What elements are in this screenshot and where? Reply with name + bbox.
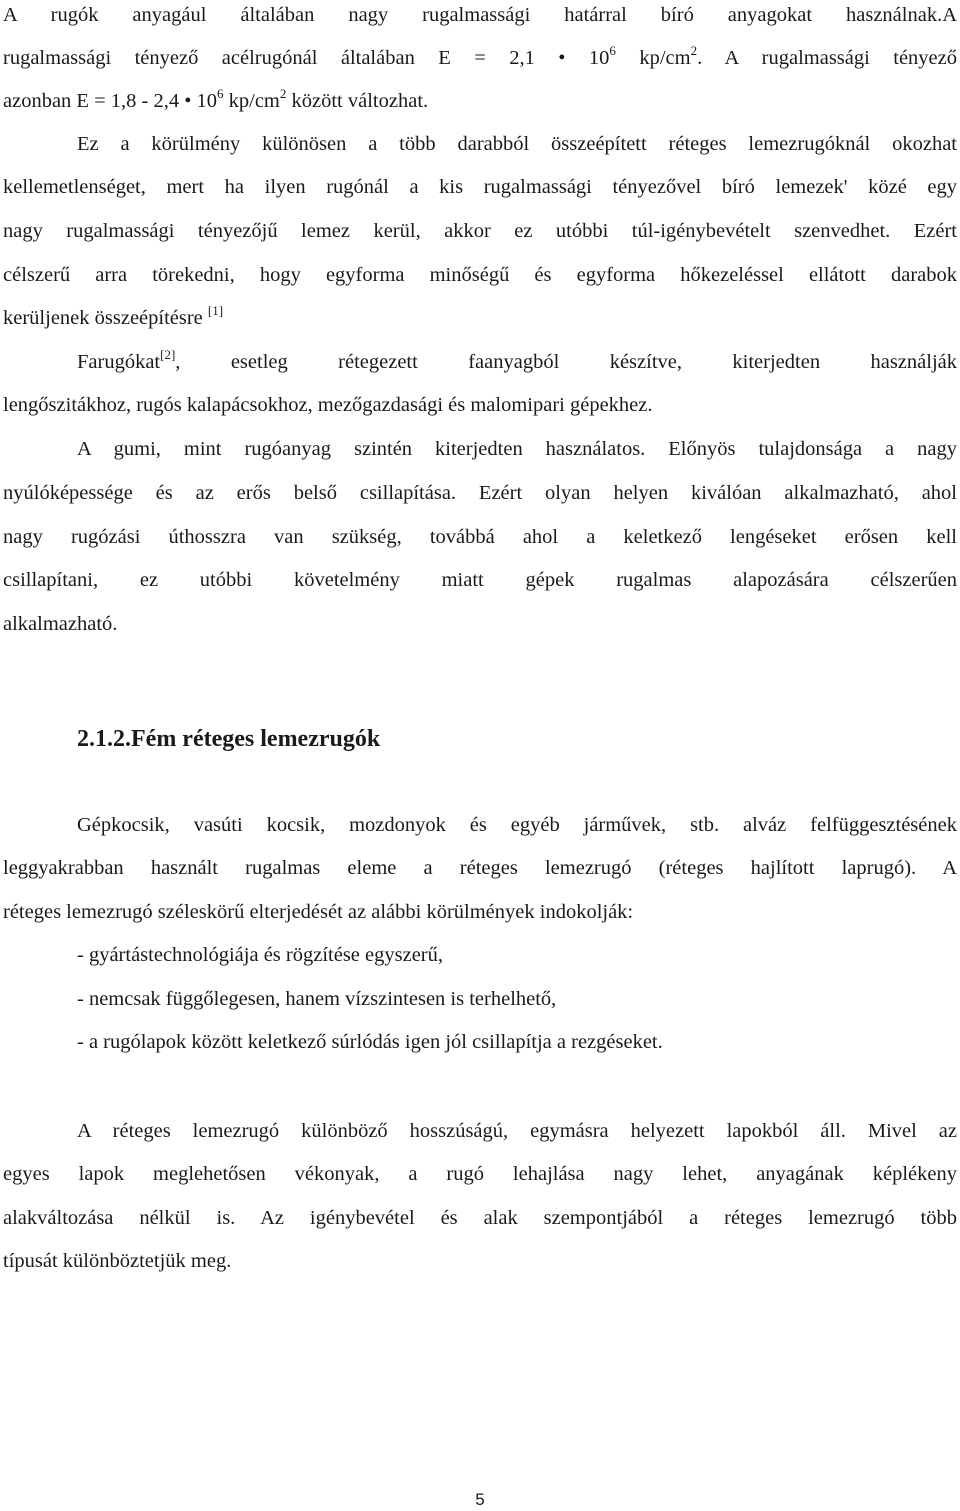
citation-superscript: [1] bbox=[207, 303, 224, 318]
superscript: 2 bbox=[690, 43, 698, 58]
paragraph-5-line-1: Gépkocsik, vasúti kocsik, mozdonyok és egyéb járművek, stb. alváz felfüggesztésének bbox=[77, 814, 957, 836]
page-number: 5 bbox=[475, 1490, 485, 1509]
paragraph-2-line-5 bbox=[3, 305, 957, 331]
text-span: kerüljenek összeépítésre bbox=[3, 307, 208, 329]
list-item: - gyártástechnológiája és rögzítése egyszerű, bbox=[77, 944, 443, 966]
paragraph-4-line-1: A gumi, mint rugóanyag szintén kiterjedten használatos. Előnyös tulajdonsága a nagy bbox=[77, 438, 957, 460]
paragraph-4-line-4: csillapítani, ez utóbbi követelmény miatt gépek rugalmas alapozására célszerűen bbox=[3, 569, 957, 591]
paragraph-2-line-1: Ez a körülmény különösen a több darabból összeépített réteges lemezrugóknál okozhat bbox=[77, 133, 957, 155]
text-span: Farugókat bbox=[77, 351, 161, 373]
paragraph-5-line-3: réteges lemezrugó széleskörű elterjedését az alábbi körülmények indokolják: bbox=[3, 901, 634, 923]
paragraph-4-line-2: nyúlóképessége és az erős belső csillapítása. Ezért olyan helyen kiválóan alkalmazható, ahol bbox=[3, 482, 957, 504]
paragraph-2-line-2: kellemetlenséget, mert ha ilyen rugónál a kis rugalmassági tényezővel bíró lemezek' közé egy bbox=[3, 176, 957, 198]
citation-superscript: [2] bbox=[160, 347, 176, 362]
text-span: között változhat. bbox=[286, 90, 429, 112]
text-span: kp/cm bbox=[615, 47, 691, 69]
paragraph-3-line-1 bbox=[77, 349, 957, 375]
paragraph-3-line-2: lengőszitákhoz, rugós kalapácsokhoz, mezőgazdasági és malomipari gépekhez. bbox=[3, 394, 653, 416]
paragraph-1-line-1: A rugók anyagául általában nagy rugalmassági határral bíró anyagokat használnak.A bbox=[3, 4, 957, 26]
superscript: 6 bbox=[217, 86, 224, 101]
text-span: rugalmassági tényező acélrugónál általában E = 2,1 • 10 bbox=[3, 47, 610, 69]
list-item: - nemcsak függőlegesen, hanem vízszintesen is terhelhető, bbox=[77, 988, 557, 1010]
paragraph-5-line-2: leggyakrabban használt rugalmas eleme a réteges lemezrugó (réteges hajlított laprugó). A bbox=[3, 857, 957, 879]
text-span: . A rugalmassági tényező bbox=[697, 47, 958, 69]
section-heading: 2.1.2.Fém réteges lemezrugók bbox=[77, 726, 381, 752]
paragraph-2-line-3: nagy rugalmassági tényezőjű lemez kerül, akkor ez utóbbi túl-igénybevételt szenvedhet. Ezért bbox=[3, 220, 957, 242]
paragraph-2-line-4: célszerű arra törekedni, hogy egyforma minőségű és egyforma hőkezeléssel ellátott darabok bbox=[3, 264, 957, 286]
paragraph-4-line-5: alkalmazható. bbox=[3, 613, 118, 635]
paragraph-6-line-2: egyes lapok meglehetősen vékonyak, a rugó lehajlása nagy lehet, anyagának képlékeny bbox=[3, 1163, 957, 1185]
paragraph-4-line-3: nagy rugózási úthosszra van szükség, továbbá ahol a keletkező lengéseket erősen kell bbox=[3, 526, 957, 548]
text-span: , esetleg rétegezett faanyagból készítve, kiterjedten használják bbox=[175, 351, 957, 373]
paragraph-6-line-4: típusát különböztetjük meg. bbox=[3, 1250, 232, 1272]
paragraph-6-line-1: A réteges lemezrugó különböző hosszúságú, egymásra helyezett lapokból áll. Mivel az bbox=[77, 1120, 957, 1142]
superscript: 2 bbox=[279, 86, 287, 101]
paragraph-1-line-3 bbox=[3, 88, 957, 114]
text-span: azonban E = 1,8 - 2,4 • 10 bbox=[3, 90, 218, 112]
text-span: kp/cm bbox=[223, 90, 280, 112]
paragraph-6-line-3: alakváltozása nélkül is. Az igénybevétel és alak szempontjából a réteges lemezrugó több bbox=[3, 1207, 957, 1229]
paragraph-1-line-2 bbox=[3, 45, 957, 71]
superscript: 6 bbox=[609, 43, 616, 58]
list-item: - a rugólapok között keletkező súrlódás igen jól csillapítja a rezgéseket. bbox=[77, 1031, 663, 1053]
